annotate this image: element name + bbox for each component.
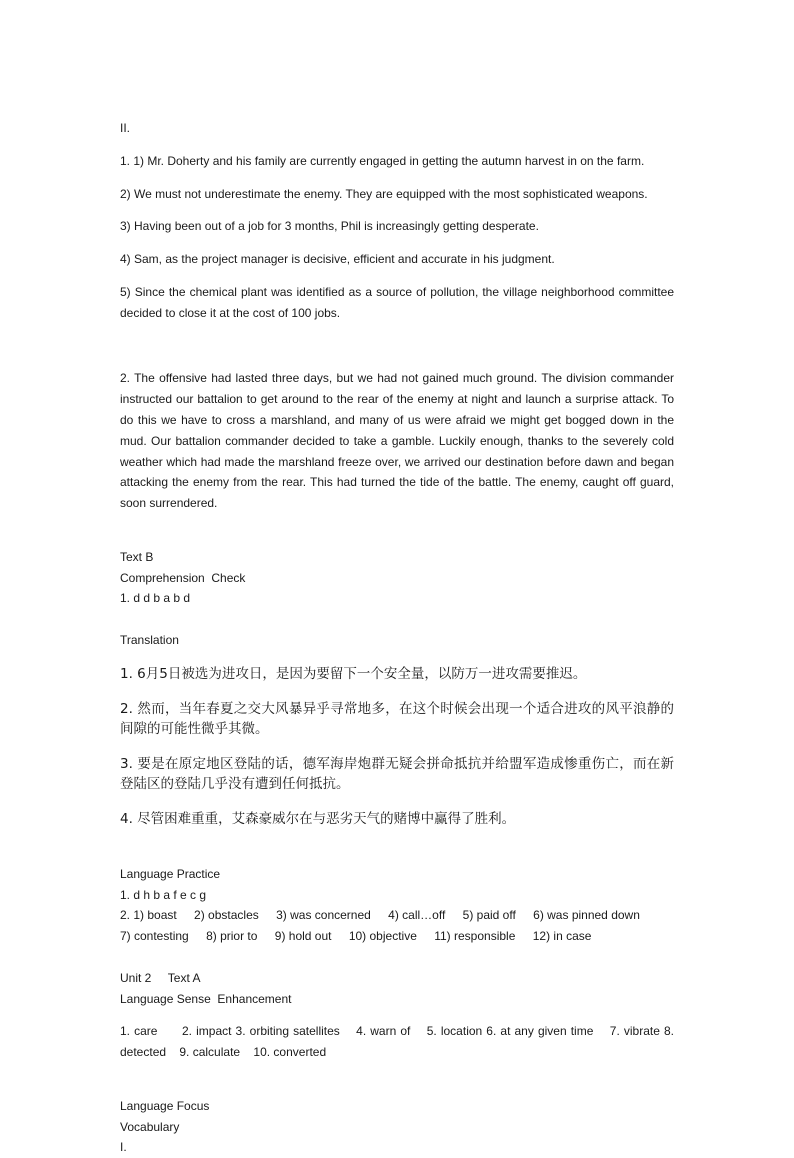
- answer-token: 4) call…off: [388, 908, 446, 923]
- translation-item: 4. 尽管困难重重，艾森豪威尔在与恶劣天气的赌博中赢得了胜利。: [120, 810, 516, 827]
- language-practice-row: [120, 926, 674, 947]
- section-heading: II.: [120, 121, 131, 135]
- answer-item: 2) We must not underestimate the enemy. They are equipped with the most sophisticated weapons.: [120, 186, 648, 201]
- answer-token: 9) hold out: [274, 929, 332, 944]
- comprehension-heading: Comprehension Check: [120, 570, 246, 585]
- answer-token: 11) responsible: [434, 929, 516, 944]
- vocabulary-heading: Vocabulary: [120, 1119, 180, 1134]
- answer-token: 10) objective: [348, 929, 417, 944]
- answer-token: 6) was pinned down: [533, 908, 640, 923]
- text-b-heading: Text B: [120, 549, 154, 564]
- language-practice-heading: Language Practice: [120, 866, 221, 881]
- sense-answers: 1. care 2. impact 3. orbiting satellites 4. warn of 5. location 6. at any given time 7. vibrate 8. detected 9. calculate 10. converted: [120, 1024, 678, 1060]
- sense-heading: Language Sense Enhancement: [120, 991, 292, 1006]
- answer-token: 8) prior to: [206, 929, 258, 944]
- translation-item: 2. 然而，当年春夏之交大风暴异乎寻常地多，在这个时候会出现一个适合进攻的风平浪静的间隙的可能性微乎其微。: [120, 700, 674, 738]
- translation-item: 1. 6月5日被选为进攻日，是因为要留下一个安全量，以防万一进攻需要推迟。: [120, 666, 587, 683]
- focus-heading: Language Focus: [120, 1098, 210, 1113]
- answer-item: 5) Since the chemical plant was identified as a source of pollution, the village neighborhood committee decided to close it at the cost of 100 jobs.: [120, 284, 674, 320]
- answer-token: 5) paid off: [462, 908, 516, 923]
- answer-token: 3) was concerned: [276, 908, 371, 923]
- translation-item: 3. 要是在原定地区登陆的话，德军海岸炮群无疑会拼命抵抗并给盟军造成惨重伤亡，而在新登陆区的登陆几乎没有遭到任何抵抗。: [120, 755, 674, 793]
- translation-heading: Translation: [120, 632, 179, 647]
- answer-token: 12) in case: [532, 929, 592, 944]
- answer-item: 1. 1) Mr. Doherty and his family are currently engaged in getting the autumn harvest in on the farm.: [120, 153, 645, 168]
- answer-token: 2) obstacles: [194, 908, 259, 923]
- answer-item: 4) Sam, as the project manager is decisive, efficient and accurate in his judgment.: [120, 252, 555, 267]
- translation-paragraph: 2. The offensive had lasted three days, but we had not gained much ground. The division commander instructed our battalion to get around to the rear of the enemy at night and launch a surprise attack. To do this we have to cross a marshland, and many of us were afraid we might get bogged down in the mud. Our battalion commander decided to take a gamble. Luckily enough, thanks to the severely cold weather which had made the marshland freeze over, we arrived our destination before dawn and began attacking the enemy from the rear. This had turned the tide of the battle. The enemy, caught off guard, soon surrendered.: [120, 371, 674, 511]
- language-practice-row: [120, 905, 674, 926]
- vocabulary-subheading: I.: [120, 1140, 127, 1155]
- comprehension-answer: 1. d d b a b d: [120, 591, 191, 606]
- answer-token: 7) contesting: [120, 929, 189, 944]
- language-practice-answer: 1. d h b a f e c g: [120, 887, 207, 902]
- unit-heading: Unit 2 Text A: [120, 970, 201, 985]
- answer-item: 3) Having been out of a job for 3 months, Phil is increasingly getting desperate.: [120, 219, 539, 234]
- answer-token: 2. 1) boast: [120, 908, 177, 923]
